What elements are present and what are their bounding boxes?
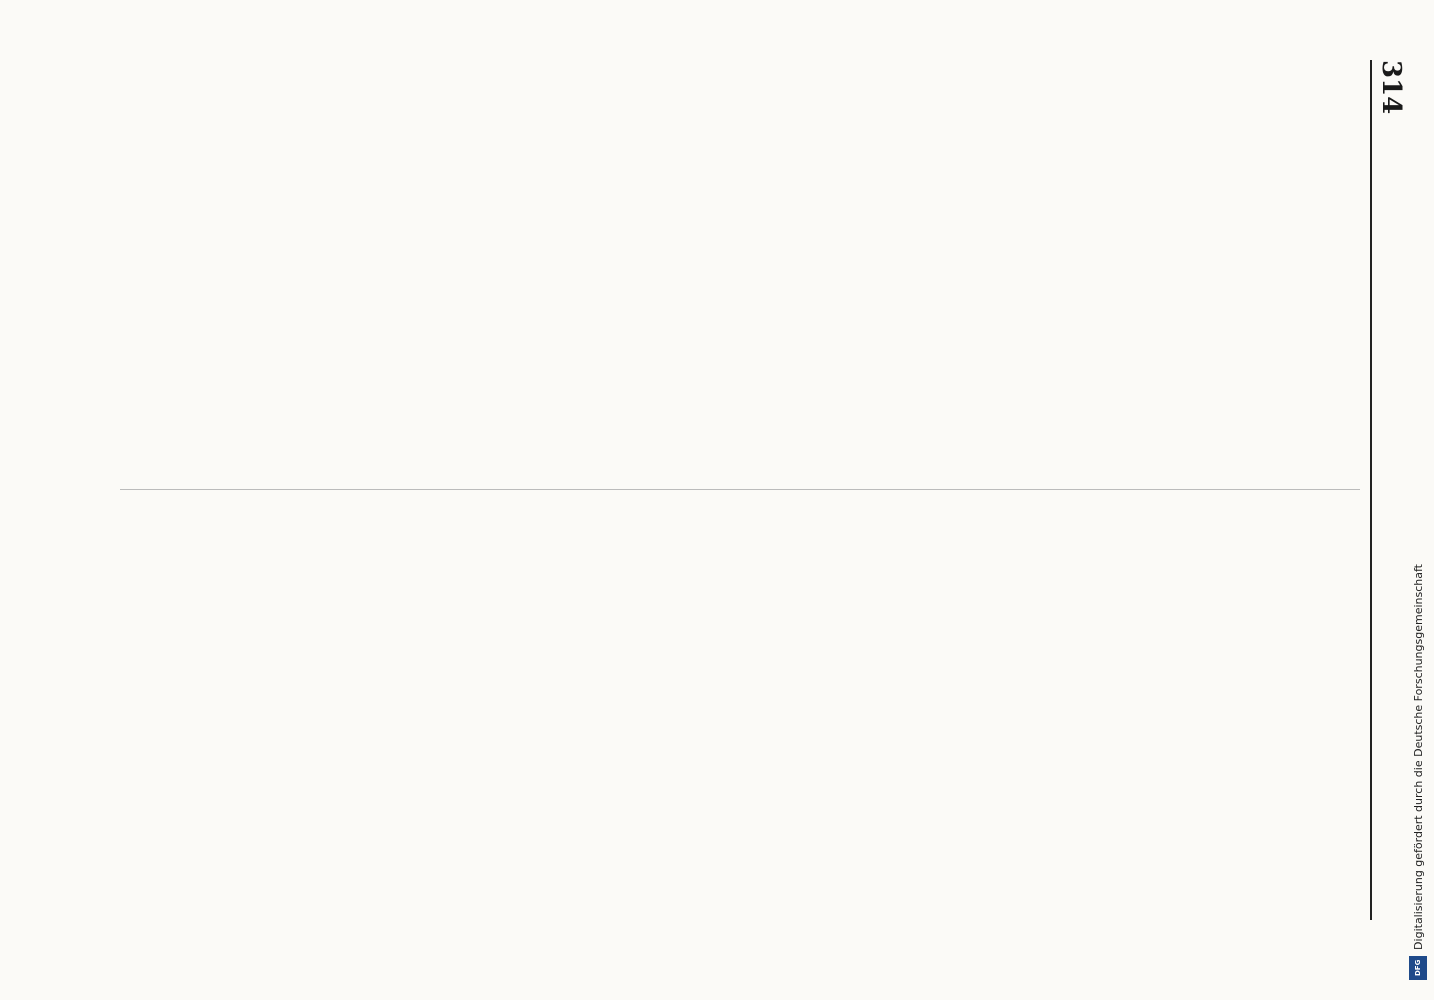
header-rule: [1370, 60, 1372, 920]
dfg-logo: DFG: [1409, 956, 1427, 980]
credit-text: Digitalisierung gefördert durch die Deutsche Forschungsgemeinschaft: [1411, 564, 1425, 950]
page-number: 314: [1376, 60, 1406, 115]
text-column-left: [120, 60, 1360, 470]
digitization-credit: [1407, 20, 1429, 980]
text-column-right: [120, 510, 1360, 920]
column-divider: [120, 489, 1360, 490]
